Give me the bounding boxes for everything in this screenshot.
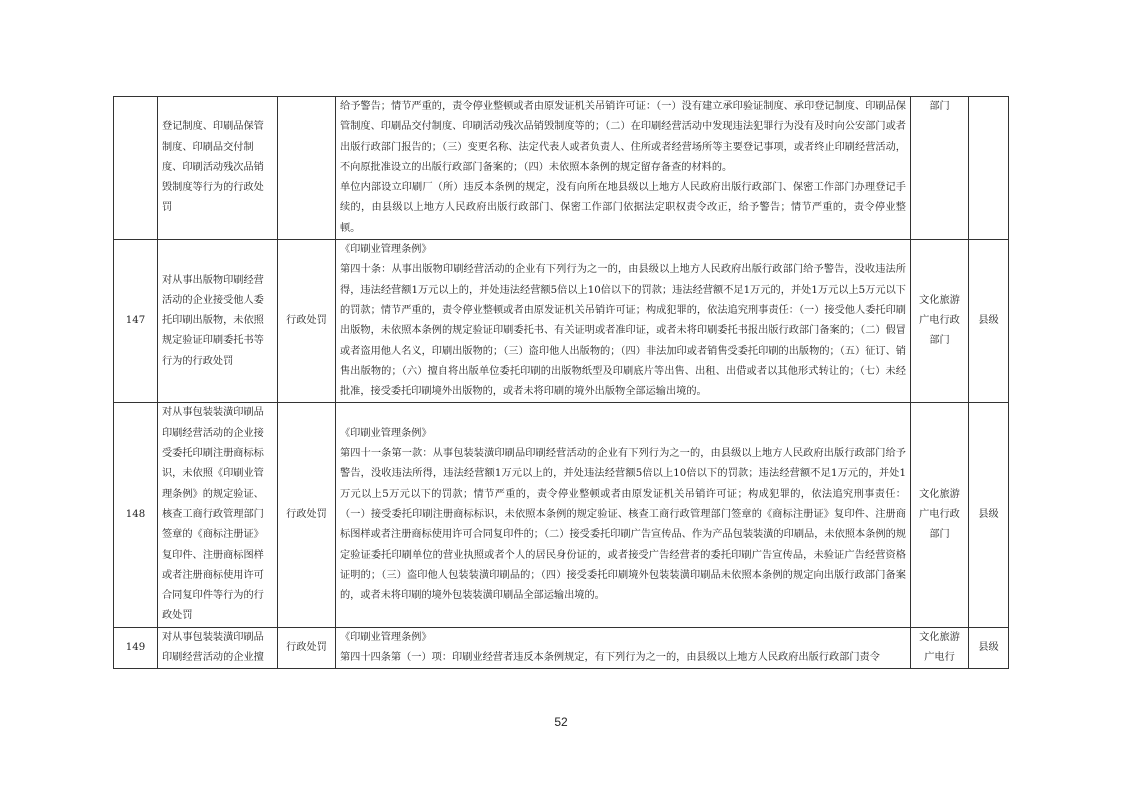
responsible-department: 文化旅游广电行政部门 [911,403,969,627]
item-type: 行政处罚 [278,403,336,627]
item-name: 对从事包装装潢印刷品印刷经营活动的企业擅 [158,627,278,669]
row-number: 147 [114,240,158,403]
jurisdiction-level: 县级 [969,403,1009,627]
row-number [114,97,158,240]
jurisdiction-level: 县级 [969,240,1009,403]
basis-text: 第四十条：从事出版物印刷经营活动的企业有下列行为之一的，由县级以上地方人民政府出版行政部门给予警告，没收违法所得，违法经营额1万元以上的，并处违法经营额5倍以上10倍以下的罚款；违法经营额不足1万元的，并处1万元以上5万元以下的罚款；情节严重的，责令停业整顿或者由原发证机关吊销许可证；构成犯罪的，依法追究刑事责任：（一）接受他人委托印刷出版物，未依照本条例的规定验证印刷委托书、有关证明或者准印证，或者未将印刷委托书报出版行政部门备案的；（二）假冒或者盗用他人名义，印刷出版物的；（三）盗印他人出版物的；（四）非法加印或者销售受委托印刷的出版物的；（五）征订、销售出版物的；（六）擅自将出版单位委托印刷的出版物纸型及印刷底片等出售、出租、出借或者以其他形式转让的；（七）未经批准，接受委托印刷境外出版物的，或者未将印刷的境外出版物全部运输出境的。 [340,264,906,398]
responsible-department: 文化旅游广电行政部门 [911,240,969,403]
table-row [114,627,1009,669]
item-name: 对从事出版物印刷经营活动的企业接受他人委托印刷出版物，未依照规定验证印刷委托书等行为的行政处罚 [158,240,278,403]
basis-extra-text: 单位内部设立印刷厂（所）违反本条例的规定，没有向所在地县级以上地方人民政府出版行政部门、保密工作部门办理登记手续的，由县级以上地方人民政府出版行政部门、保密工作部门依据法定职权责令改正，给予警告；情节严重的，责令停业整顿。 [340,182,906,234]
item-name: 对从事包装装潢印刷品印刷经营活动的企业接受委托印刷注册商标标识，未依照《印刷业管理条例》的规定验证、核查工商行政管理部门签章的《商标注册证》复印件、注册商标图样或者注册商标使用许可合同复印件等行为的行政处罚 [158,403,278,627]
responsible-department: 部门 [911,97,969,240]
legal-basis [336,627,911,669]
row-number: 148 [114,403,158,627]
table-row [114,97,1009,240]
regulation-table [113,96,1009,669]
basis-title: 《印刷业管理条例》 [340,244,432,256]
table-row [114,240,1009,403]
item-type [278,97,336,240]
table-row [114,403,1009,627]
item-type: 行政处罚 [278,627,336,669]
item-name: 登记制度、印刷品保管制度、印刷品交付制度、印刷活动残次品销毁制度等行为的行政处罚 [158,97,278,240]
item-type: 行政处罚 [278,240,336,403]
legal-basis [336,403,911,627]
basis-text: 第四十一条第一款：从事包装装潢印刷品印刷经营活动的企业有下列行为之一的，由县级以上地方人民政府出版行政部门给予警告，没收违法所得，违法经营额1万元以上的，并处违法经营额5倍以上10倍以下的罚款；违法经营额不足1万元的，并处1万元以上5万元以下的罚款；情节严重的，责令停业整顿或者由原发证机关吊销许可证；构成犯罪的，依法追究刑事责任：（一）接受委托印刷注册商标标识，未依照本条例的规定验证、核查工商行政管理部门签章的《商标注册证》复印件、注册商标图样或者注册商标使用许可合同复印件的；（二）接受委托印刷广告宣传品、作为产品包装装潢的印刷品，未依照本条例的规定验证委托印刷单位的营业执照或者个人的居民身份证的，或者接受广告经营者的委托印刷广告宣传品，未验证广告经营资格证明的；（三）盗印他人包装装潢印刷品的；（四）接受委托印刷境外包装装潢印刷品未依照本条例的规定向出版行政部门备案的，或者未将印刷的境外包装装潢印刷品全部运输出境的。 [340,448,906,602]
page-number: 52 [554,715,568,729]
row-number: 149 [114,627,158,669]
basis-text: 给予警告；情节严重的，责令停业整顿或者由原发证机关吊销许可证：（一）没有建立承印验证制度、承印登记制度、印刷品保管制度、印刷品交付制度、印刷活动残次品销毁制度等的；（二）在印刷经营活动中发现违法犯罪行为没有及时向公安部门或者出版行政部门报告的；（三）变更名称、法定代表人或者负责人、住所或者经营场所等主要登记事项，或者终止印刷经营活动，不向原批准设立的出版行政部门备案的；（四）未依照本条例的规定留存备查的材料的。 [340,101,906,173]
basis-title: 《印刷业管理条例》 [340,631,432,643]
jurisdiction-level [969,97,1009,240]
legal-basis [336,240,911,403]
responsible-department: 文化旅游广电行 [911,627,969,669]
basis-text: 第四十四条第（一）项：印刷业经营者违反本条例规定，有下列行为之一的，由县级以上地方人民政府出版行政部门责令 [340,652,880,664]
jurisdiction-level: 县级 [969,627,1009,669]
legal-basis [336,97,911,240]
basis-title: 《印刷业管理条例》 [340,427,432,439]
